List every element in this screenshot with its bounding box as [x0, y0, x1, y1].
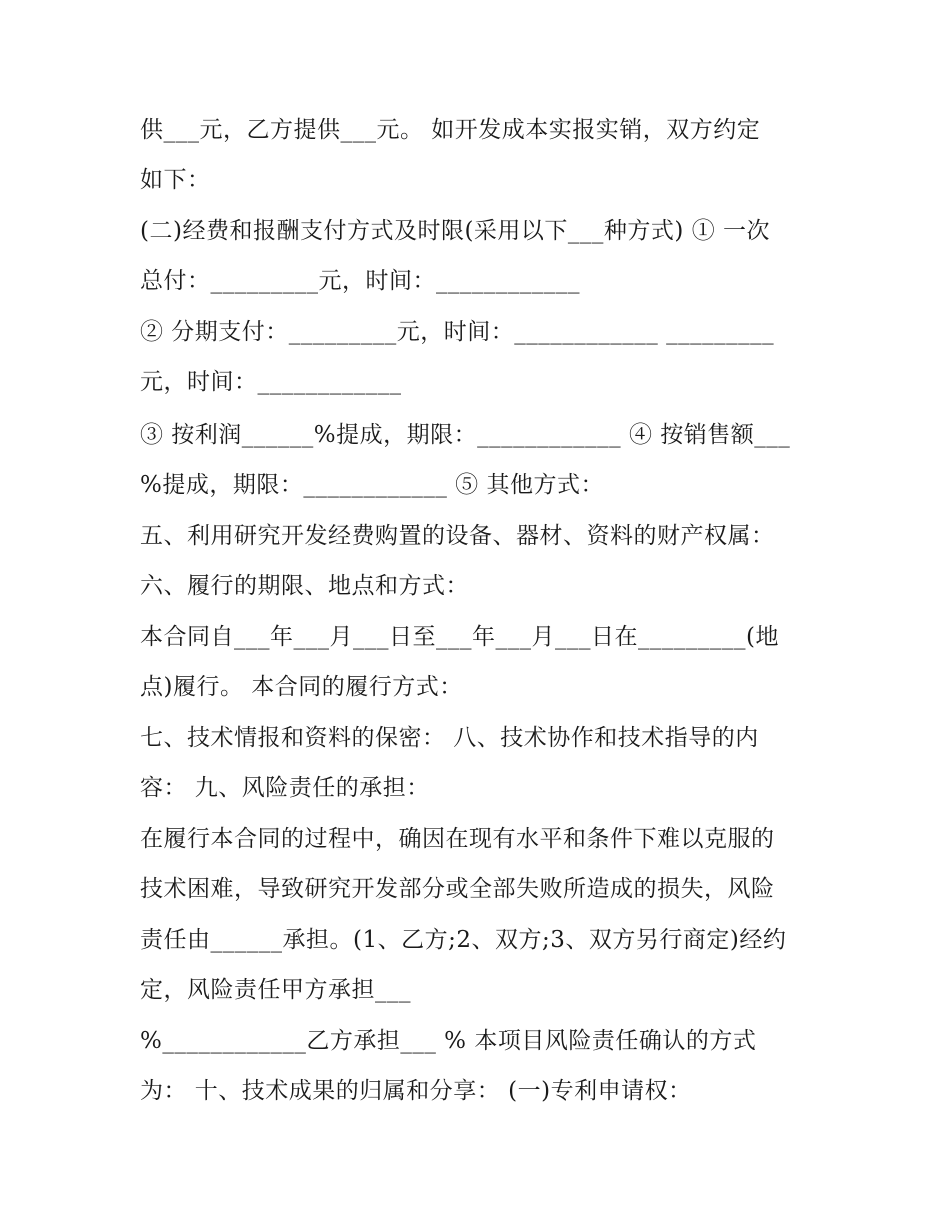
text-line: 本合同自___年___月___日至___年___月___日在_________(地: [140, 624, 779, 650]
text-line: 容： 九、风险责任的承担：: [140, 775, 430, 801]
text-line: 供___元，乙方提供___元。 如开发成本实报实销，双方约定: [140, 117, 761, 143]
text-line: 如下：: [140, 167, 211, 193]
text-line: %提成，期限：____________ ⑤ 其他方式：: [140, 472, 604, 498]
text-line: 六、履行的期限、地点和方式：: [140, 573, 469, 599]
text-line: 元，时间：____________: [140, 369, 402, 395]
text-line: ③ 按利润______%提成，期限：____________ ④ 按销售额___: [140, 422, 791, 448]
text-line: %____________乙方承担___ % 本项目风险责任确认的方式: [140, 1028, 757, 1054]
text-line: 总付：_________元，时间：____________: [140, 268, 580, 294]
text-line: 责任由______承担。(1、乙方;2、双方;3、双方另行商定)经约: [140, 927, 787, 953]
text-line: 七、技术情报和资料的保密： 八、技术协作和技术指导的内: [140, 725, 759, 751]
text-line: 为： 十、技术成果的归属和分享： (一)专利申请权：: [140, 1078, 692, 1104]
text-line: 点)履行。 本合同的履行方式：: [140, 674, 463, 700]
text-line: 在履行本合同的过程中，确因在现有水平和条件下难以克服的: [140, 826, 775, 852]
text-line: ② 分期支付：_________元，时间：____________ _________: [140, 319, 775, 345]
text-line: 五、利用研究开发经费购置的设备、器材、资料的财产权属：: [140, 523, 775, 549]
text-line: 技术困难，导致研究开发部分或全部失败所造成的损失，风险: [140, 876, 775, 902]
text-line: (二)经费和报酬支付方式及时限(采用以下___种方式) ① 一次: [140, 218, 771, 244]
text-line: 定，风险责任甲方承担___: [140, 977, 411, 1003]
